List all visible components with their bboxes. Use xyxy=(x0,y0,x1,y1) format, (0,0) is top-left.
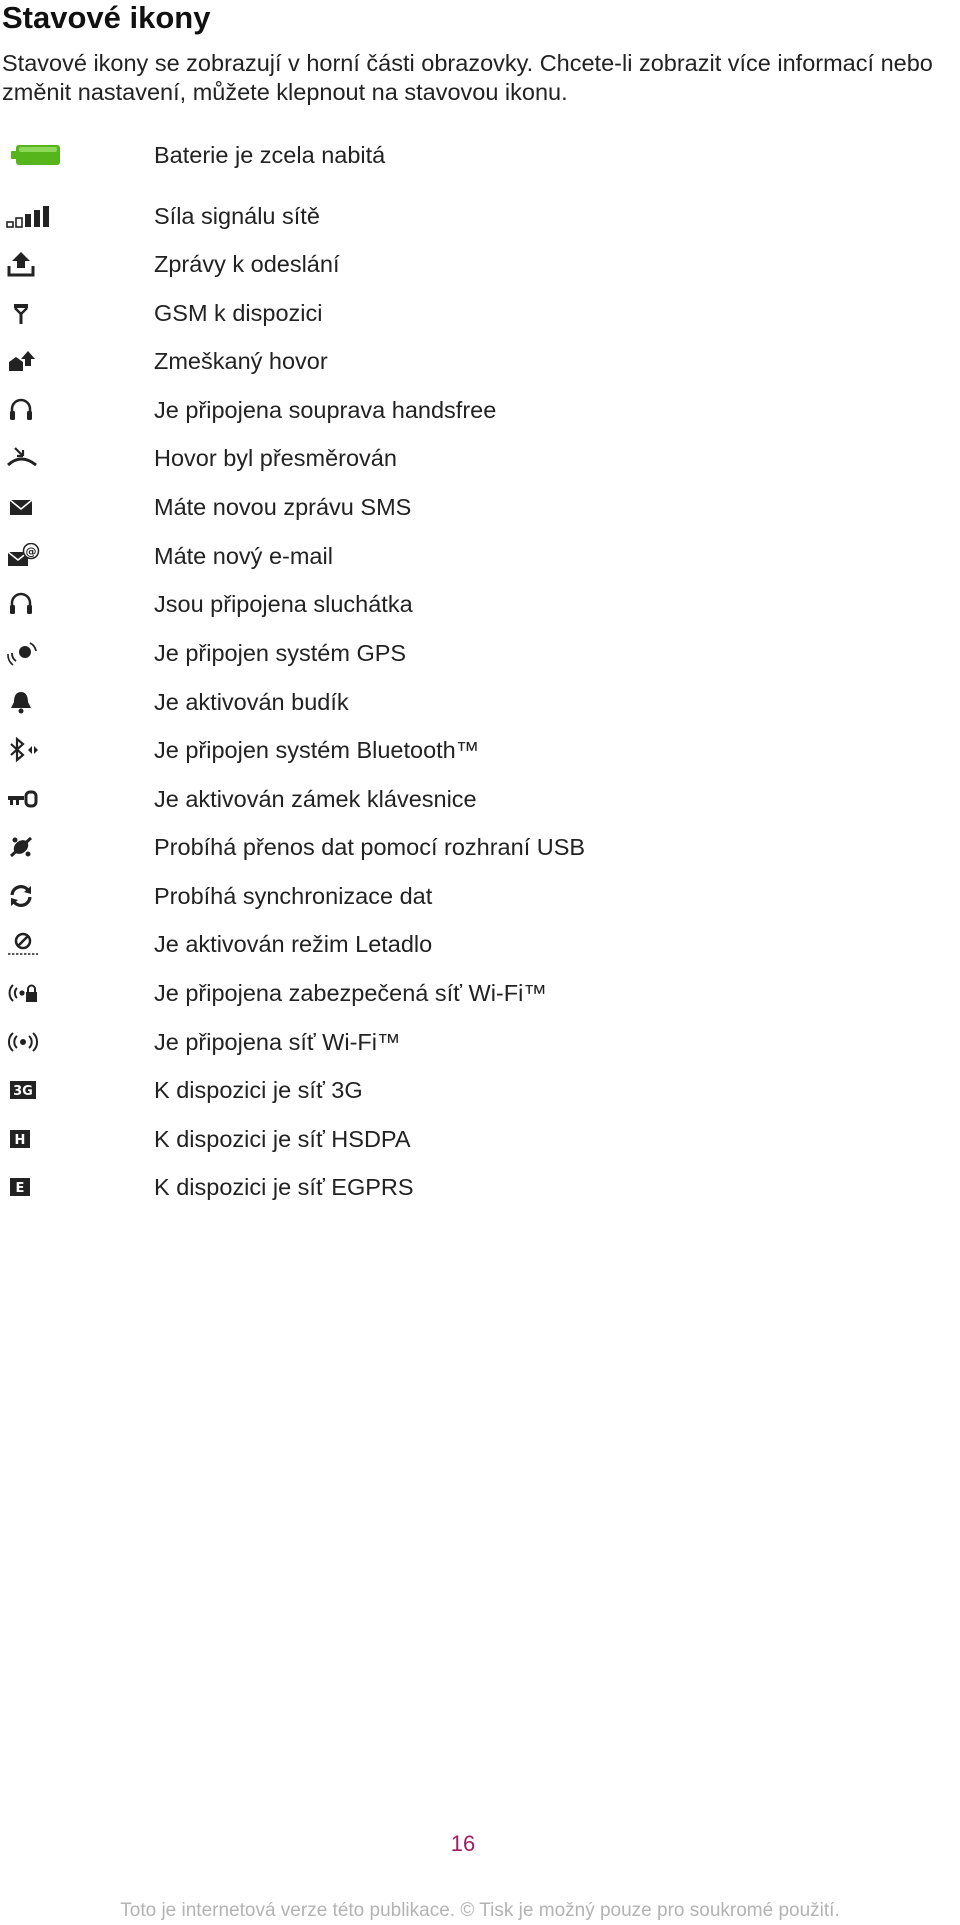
status-icon-row xyxy=(0,438,960,478)
status-icon-label: K dispozici je síť 3G xyxy=(154,1077,363,1103)
battery-full-icon xyxy=(6,141,70,169)
network-3g-icon xyxy=(6,1076,70,1104)
headset-icon xyxy=(6,396,70,424)
status-icon-row xyxy=(0,633,960,673)
status-icon-label: Baterie je zcela nabitá xyxy=(154,142,386,168)
status-icon-label: Je aktivován režim Letadlo xyxy=(154,931,433,957)
status-icon-row xyxy=(0,973,960,1013)
status-icon-row xyxy=(0,730,960,770)
key-lock-icon xyxy=(6,785,70,813)
outbox-upload-icon xyxy=(6,250,70,278)
missed-call-icon xyxy=(6,347,70,375)
svg-text:@: @ xyxy=(25,545,37,558)
envelope-icon xyxy=(6,493,70,521)
status-icon-label: K dispozici je síť HSDPA xyxy=(154,1126,411,1152)
airplane-mode-icon xyxy=(6,930,70,958)
alarm-bell-icon xyxy=(6,688,70,716)
email-at-icon xyxy=(6,542,70,570)
status-icon-label: Probíhá přenos dat pomocí rozhraní USB xyxy=(154,834,586,860)
network-badge-text: 3G xyxy=(13,1084,33,1099)
status-icon-label: Je aktivován budík xyxy=(154,689,349,715)
status-icon-label: Máte nový e-mail xyxy=(154,543,333,569)
wifi-icon xyxy=(6,1028,70,1056)
network-badge-text: H xyxy=(14,1133,26,1148)
status-icon-row xyxy=(0,1070,960,1110)
status-icon-row xyxy=(0,390,960,430)
status-icon-row xyxy=(0,876,960,916)
sync-icon xyxy=(6,882,70,910)
status-icon-label: GSM k dispozici xyxy=(154,300,323,326)
status-icon-row xyxy=(0,1119,960,1159)
status-icon-row xyxy=(0,293,960,333)
status-icon-label: Je aktivován zámek klávesnice xyxy=(154,786,477,812)
status-icon-label: Jsou připojena sluchátka xyxy=(154,591,413,617)
status-icon-label: Je připojena souprava handsfree xyxy=(154,397,497,423)
status-icon-row xyxy=(0,196,960,236)
status-icon-row xyxy=(0,341,960,381)
network-hsdpa-icon xyxy=(6,1125,70,1153)
footer-note: Toto je internetová verze této publikace. © Tisk je možný pouze pro soukromé použití. xyxy=(120,1900,840,1921)
signal-strength-icon xyxy=(6,202,70,230)
bluetooth-icon xyxy=(6,736,70,764)
status-icon-label: Síla signálu sítě xyxy=(154,203,320,229)
page-title: Stavové ikony xyxy=(2,0,211,35)
status-icon-label: Je připojena síť Wi-Fi™ xyxy=(154,1029,401,1055)
status-icon-row xyxy=(0,536,960,576)
status-icon-row xyxy=(0,682,960,722)
status-icon-row xyxy=(0,827,960,867)
status-icon-row xyxy=(0,1167,960,1207)
headphones-icon xyxy=(6,590,70,618)
gsm-antenna-icon xyxy=(6,299,70,327)
status-icon-row xyxy=(0,779,960,819)
network-egprs-icon xyxy=(6,1173,70,1201)
call-forward-icon xyxy=(6,444,70,472)
status-icon-row xyxy=(0,487,960,527)
status-icon-label: Zmeškaný hovor xyxy=(154,348,328,374)
gps-satellite-icon xyxy=(6,639,70,667)
usb-transfer-icon xyxy=(6,833,70,861)
status-icon-row xyxy=(0,1022,960,1062)
status-icon-row xyxy=(0,924,960,964)
status-icon-row xyxy=(0,244,960,284)
page-number: 16 xyxy=(450,1831,476,1856)
status-icon-row xyxy=(0,584,960,624)
status-icon-row xyxy=(0,135,960,175)
status-icon-label: Hovor byl přesměrován xyxy=(154,445,397,471)
status-icon-label: Zprávy k odeslání xyxy=(154,251,340,277)
status-icon-label: Probíhá synchronizace dat xyxy=(154,883,433,909)
network-badge-text: E xyxy=(15,1181,25,1196)
wifi-secure-icon xyxy=(6,979,70,1007)
status-icon-label: K dispozici je síť EGPRS xyxy=(154,1174,414,1200)
status-icon-label: Je připojen systém Bluetooth™ xyxy=(154,737,480,763)
intro-paragraph: Stavové ikony se zobrazují v horní části obrazovky. Chcete-li zobrazit více informací nebo změnit nastavení, můžete klepnout na stavovou ikonu. xyxy=(2,50,933,105)
status-icon-label: Je připojen systém GPS xyxy=(154,640,407,666)
status-icon-label: Je připojena zabezpečená síť Wi-Fi™ xyxy=(154,980,547,1006)
status-icon-label: Máte novou zprávu SMS xyxy=(154,494,412,520)
